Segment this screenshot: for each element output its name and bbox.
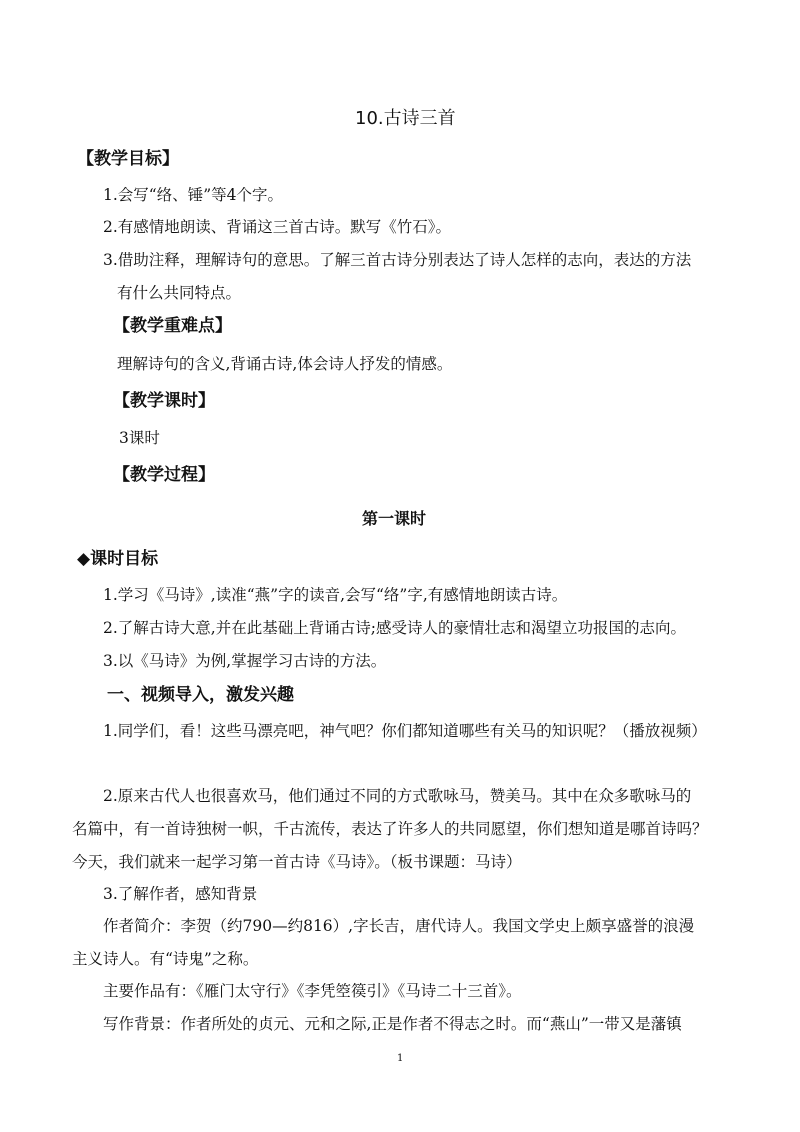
objectives-heading: 【教学目标】 — [77, 149, 179, 169]
lesson-goals-heading: ◆课时目标 — [77, 549, 159, 569]
paragraph-line: 主要作品有：《雁门太守行》《李凭箜篌引》《马诗二十三首》。 — [103, 982, 522, 1000]
key-points-text: 理解诗句的含义,背诵古诗,体会诗人抒发的情感。 — [117, 355, 453, 373]
objective-item: 3.借助注释，理解诗句的意思。了解三首古诗分别表达了诗人怎样的志向，表达的方法 — [103, 251, 692, 269]
paragraph-line: 名篇中，有一首诗独树一帜，千古流传，表达了许多人的共同愿望，你们想知道是哪首诗吗？ — [72, 820, 708, 838]
paragraph-line: 1.同学们，看！这些马漂亮吧，神气吧？你们都知道哪些有关马的知识呢？（播放视频） — [103, 722, 707, 740]
paragraph-line: 3.了解作者，感知背景 — [103, 885, 258, 903]
paragraph-line: 2.原来古代人也很喜欢马，他们通过不同的方式歌咏马，赞美马。其中在众多歌咏马的 — [103, 787, 692, 805]
paragraph-line: 作者简介：李贺（约790—约816）,字长吉，唐代诗人。我国文学史上颇享盛誉的浪漫 — [103, 917, 695, 935]
lesson-goal-item: 3.以《马诗》为例,掌握学习古诗的方法。 — [103, 652, 387, 670]
page-number: 1 — [397, 1053, 404, 1064]
paragraph-line: 写作背景：作者所处的贞元、元和之际,正是作者不得志之时。而“燕山”一带又是藩镇 — [103, 1015, 682, 1033]
key-points-heading: 【教学重难点】 — [113, 316, 232, 336]
page-title: 10.古诗三首 — [355, 108, 456, 129]
objective-item: 1.会写“络、锤”等4个字。 — [103, 186, 283, 204]
objective-item: 有什么共同特点。 — [117, 284, 242, 302]
paragraph-line: 今天，我们就来一起学习第一首古诗《马诗》。（板书课题：马诗） — [72, 853, 522, 871]
section-heading: 一、视频导入，激发兴趣 — [107, 685, 294, 705]
lesson-goal-item: 1.学习《马诗》,读准“燕”字的读音,会写“络”字,有感情地朗读古诗。 — [103, 586, 568, 604]
paragraph-line: 主义诗人。有“诗鬼”之称。 — [72, 950, 259, 968]
lesson-goal-item: 2.了解古诗大意,并在此基础上背诵古诗;感受诗人的豪情壮志和渴望立功报国的志向。 — [103, 619, 686, 637]
periods-heading: 【教学课时】 — [113, 391, 215, 411]
lesson-title: 第一课时 — [362, 509, 427, 528]
process-heading: 【教学过程】 — [113, 465, 215, 485]
objective-item: 2.有感情地朗读、背诵这三首古诗。默写《竹石》。 — [103, 218, 452, 236]
periods-text: 3课时 — [119, 429, 160, 447]
